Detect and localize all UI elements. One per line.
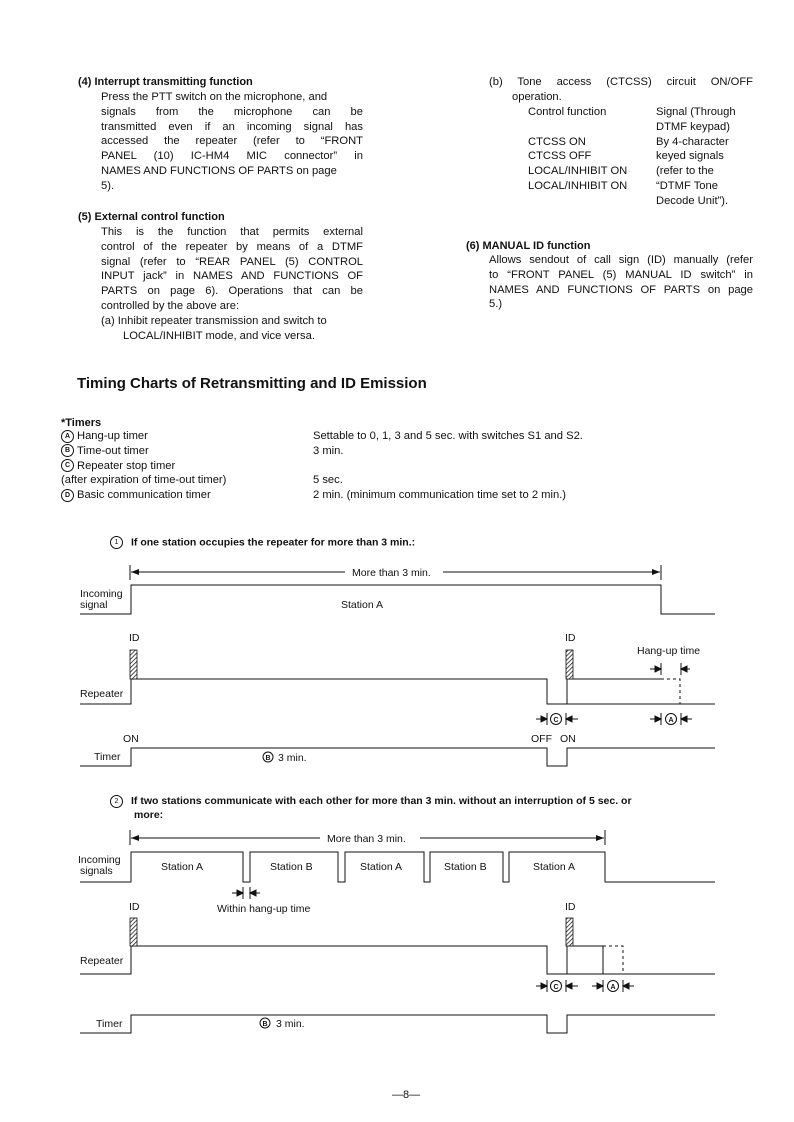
text-line: NAMES AND FUNCTIONS OF PARTS on page: [489, 283, 753, 296]
table-cell: By 4-character: [656, 135, 729, 148]
hangup-dashed-line: [603, 946, 623, 974]
timer-label: Timer: [96, 1018, 123, 1030]
id-label: ID: [129, 632, 140, 644]
a-mark: A: [610, 984, 616, 991]
text-line: (a) Inhibit repeater transmission and switch to: [101, 314, 327, 327]
circle-1-icon: 1: [110, 536, 123, 549]
table-cell: “DTMF Tone: [656, 179, 718, 192]
station-label: Station B: [270, 861, 313, 873]
station-label: Station B: [444, 861, 487, 873]
repeater-waveform: [80, 679, 661, 704]
text-line: accessed the repeater (refer to “FRONT: [101, 135, 363, 148]
text-line: control of the repeater by means of a DTMF: [101, 240, 363, 253]
station-label: Station A: [360, 861, 403, 873]
chart1-heading: 1 If one station occupies the repeater for more than 3 min.:: [110, 536, 415, 549]
c-mark: C: [553, 984, 559, 991]
circle-b-icon: B: [61, 444, 74, 457]
id-pulse: [566, 650, 573, 679]
hangup-label: Hang-up time: [637, 645, 701, 657]
timers-labels: [61, 429, 226, 503]
id-pulse: [130, 918, 137, 946]
table-cell: LOCAL/INHIBIT ON: [528, 179, 628, 192]
station-label: Station A: [533, 861, 576, 873]
text-line: 5).: [101, 179, 115, 192]
chart2-heading: 2 If two stations communicate with each other for more than 3 min. without an interruption of 5 sec. or more:: [110, 794, 632, 822]
circle-d-icon: D: [61, 489, 74, 502]
chart2-diagram: [0, 826, 794, 1036]
text-line: (b) Tone access (CTCSS) circuit ON/OFF: [489, 76, 753, 88]
on-label: ON: [123, 733, 139, 745]
circle-a-icon: A: [61, 430, 74, 443]
secb-col2: [656, 105, 736, 209]
repeater-label: Repeater: [80, 955, 124, 967]
table-cell: (refer to the: [656, 165, 714, 178]
timer-row: B Time-out timer: [61, 444, 226, 459]
c-mark: C: [553, 717, 559, 724]
timer-row: D Basic communication timer: [61, 488, 226, 503]
circle-2-icon: 2: [110, 795, 123, 808]
timers-values: [313, 429, 583, 503]
table-header: Control function: [528, 106, 607, 118]
text-line: transmitted even if an incoming signal has: [101, 120, 363, 133]
timing-title: Timing Charts of Retransmitting and ID Emission: [77, 375, 427, 392]
timer-row: C Repeater stop timer: [61, 459, 226, 474]
b-mark: B: [262, 1021, 268, 1028]
b-mark: B: [265, 755, 271, 762]
table-cell: LOCAL/INHIBIT ON: [528, 165, 628, 178]
id-pulse: [566, 918, 573, 946]
timer-value: 5 sec.: [313, 474, 343, 487]
text-line: 5.): [489, 298, 503, 311]
text-line: Allows sendout of call sign (ID) manually (refer: [489, 254, 753, 266]
timer-value-label: 3 min.: [276, 1018, 305, 1030]
station-label: Station A: [161, 861, 204, 873]
table-header: DTMF keypad): [656, 120, 730, 133]
sec6-heading: (6) MANUAL ID function: [466, 240, 591, 252]
arrowhead: [131, 569, 139, 575]
timers-heading: *Timers: [61, 417, 102, 429]
incoming-label: Incoming: [78, 854, 121, 866]
text-line: signals from the microphone can be: [101, 105, 363, 118]
off-label: OFF: [531, 733, 552, 745]
text-line: PARTS on page 6). Operations that can be: [101, 285, 363, 298]
id-label: ID: [565, 901, 576, 913]
text-line: This is the function that permits external: [101, 226, 363, 238]
timer-value: 3 min.: [313, 444, 344, 457]
incoming-signal-waveform: [80, 585, 715, 614]
text-line: PANEL (10) IC-HM4 MIC connector” in: [101, 150, 363, 163]
timer-value: 2 min. (minimum communication time set to 2 min.): [313, 489, 567, 502]
sec5-body: [101, 225, 363, 343]
timer-waveform: [80, 748, 715, 766]
text-line: controlled by the above are:: [101, 299, 240, 312]
timer-label: Timer: [94, 751, 121, 763]
sec4-body: [101, 90, 363, 194]
timer-value: Settable to 0, 1, 3 and 5 sec. with switches S1 and S2.: [313, 430, 583, 442]
table-cell: Decode Unit”).: [656, 194, 729, 207]
repeater-label: Repeater: [80, 688, 124, 700]
page-number: —8—: [392, 1089, 421, 1101]
more-than-label: More than 3 min.: [327, 833, 406, 845]
sec4-heading: (4) Interrupt transmitting function: [78, 76, 253, 88]
text-line: to “FRONT PANEL (5) MANUAL ID switch” in: [489, 268, 753, 281]
on-label: ON: [560, 733, 576, 745]
timer-value: [313, 459, 583, 474]
sec6-body: [489, 253, 753, 312]
incoming-label: signal: [80, 599, 108, 611]
text-line: INPUT jack” in NAMES AND FUNCTIONS OF: [101, 270, 363, 283]
timer-row: A Hang-up timer: [61, 429, 226, 444]
arrowhead: [652, 569, 660, 575]
circle-c-icon: C: [61, 459, 74, 472]
secb-col1: [528, 105, 627, 194]
incoming-label: signals: [80, 865, 113, 877]
chart1-diagram: [0, 556, 794, 770]
sec5-heading: (5) External control function: [78, 211, 225, 223]
within-label: Within hang-up time: [217, 903, 311, 915]
text-line: operation.: [512, 90, 562, 103]
timer-waveform: [80, 1015, 715, 1033]
timer-value-label: 3 min.: [278, 752, 307, 764]
timer-row: (after expiration of time-out timer): [61, 474, 227, 487]
table-header: Signal (Through: [656, 106, 736, 118]
text-line: signal (refer to “REAR PANEL (5) CONTROL: [101, 255, 363, 268]
id-label: ID: [565, 632, 576, 644]
a-mark: A: [668, 717, 674, 724]
table-cell: keyed signals: [656, 150, 724, 163]
text-line: NAMES AND FUNCTIONS OF PARTS on page: [101, 164, 337, 177]
table-cell: CTCSS ON: [528, 135, 586, 148]
text-line: LOCAL/INHIBIT mode, and vice versa.: [123, 329, 315, 342]
id-label: ID: [129, 901, 140, 913]
repeater-waveform: [80, 946, 603, 974]
text-line: Press the PTT switch on the microphone, and: [101, 91, 328, 103]
more-than-label: More than 3 min.: [352, 567, 431, 579]
table-cell: CTCSS OFF: [528, 150, 592, 163]
arrowhead: [131, 835, 139, 841]
secb-body: [489, 75, 753, 105]
hangup-dashed-line: [661, 679, 680, 704]
arrowhead: [596, 835, 604, 841]
station-label: Station A: [341, 599, 384, 611]
id-pulse: [130, 650, 137, 679]
incoming-label: Incoming: [80, 588, 123, 600]
